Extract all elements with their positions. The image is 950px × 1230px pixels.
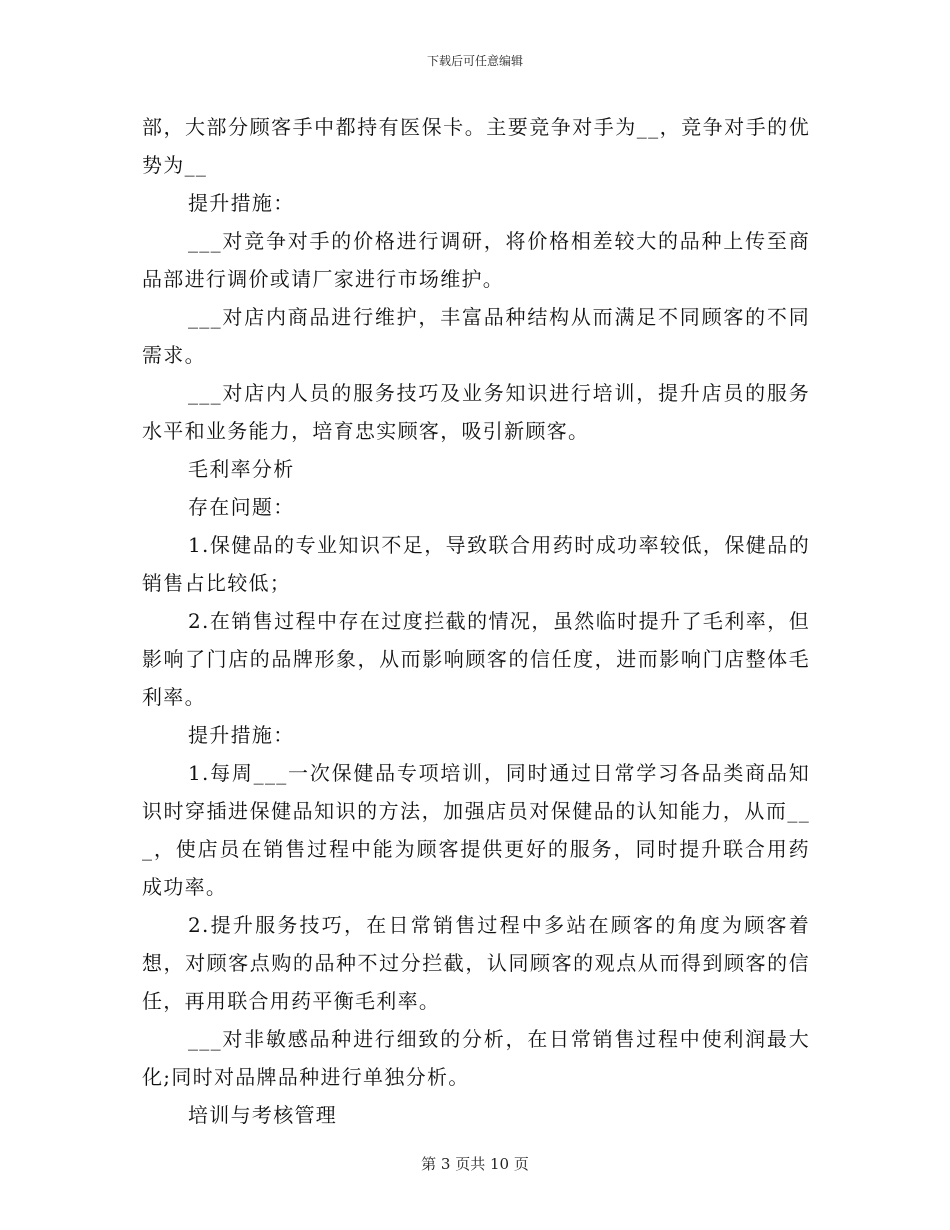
paragraph: 1.每周___一次保健品专项培训，同时通过日常学习各品类商品知识时穿插进保健品知识的方法，加强店员对保健品的认知能力，从而___，使店员在销售过程中能为顾客提供更好的服务，同时提升联合用药成功率。 bbox=[142, 761, 810, 899]
paragraph: 1.保健品的专业知识不足，导致联合用药时成功率较低，保健品的销售占比较低； bbox=[142, 533, 810, 595]
paragraph: 部，大部分顾客手中都持有医保卡。主要竞争对手为__，竞争对手的优势为__ bbox=[142, 115, 810, 177]
paragraph: ___对店内商品进行维护，丰富品种结构从而满足不同顾客的不同需求。 bbox=[142, 305, 810, 367]
paragraph: 2.提升服务技巧，在日常销售过程中多站在顾客的角度为顾客着想，对顾客点购的品种不过分拦截，认同顾客的观点从而得到顾客的信任，再用联合用药平衡毛利率。 bbox=[142, 913, 810, 1013]
paragraph: 2.在销售过程中存在过度拦截的情况，虽然临时提升了毛利率，但影响了门店的品牌形象，从而影响顾客的信任度，进而影响门店整体毛利率。 bbox=[142, 609, 810, 709]
paragraph: ___对竞争对手的价格进行调研，将价格相差较大的品种上传至商品部进行调价或请厂家进行市场维护。 bbox=[142, 229, 810, 291]
paragraph: ___对店内人员的服务技巧及业务知识进行培训，提升店员的服务水平和业务能力，培育忠实顾客，吸引新顾客。 bbox=[142, 381, 810, 443]
paragraph: 存在问题： bbox=[188, 495, 295, 519]
section-heading: 毛利率分析 bbox=[188, 457, 295, 481]
paragraph: 提升措施： bbox=[188, 723, 295, 747]
section-heading: 培训与考核管理 bbox=[188, 1103, 338, 1127]
paragraph: 提升措施： bbox=[188, 191, 295, 215]
page-header: 下载后可任意编辑 bbox=[426, 54, 523, 68]
document-body bbox=[142, 108, 810, 1134]
page-number: 第 3 页共 10 页 bbox=[421, 1155, 529, 1173]
paragraph: ___对非敏感品种进行细致的分析，在日常销售过程中使利润最大化;同时对品牌品种进行单独分析。 bbox=[142, 1027, 810, 1089]
